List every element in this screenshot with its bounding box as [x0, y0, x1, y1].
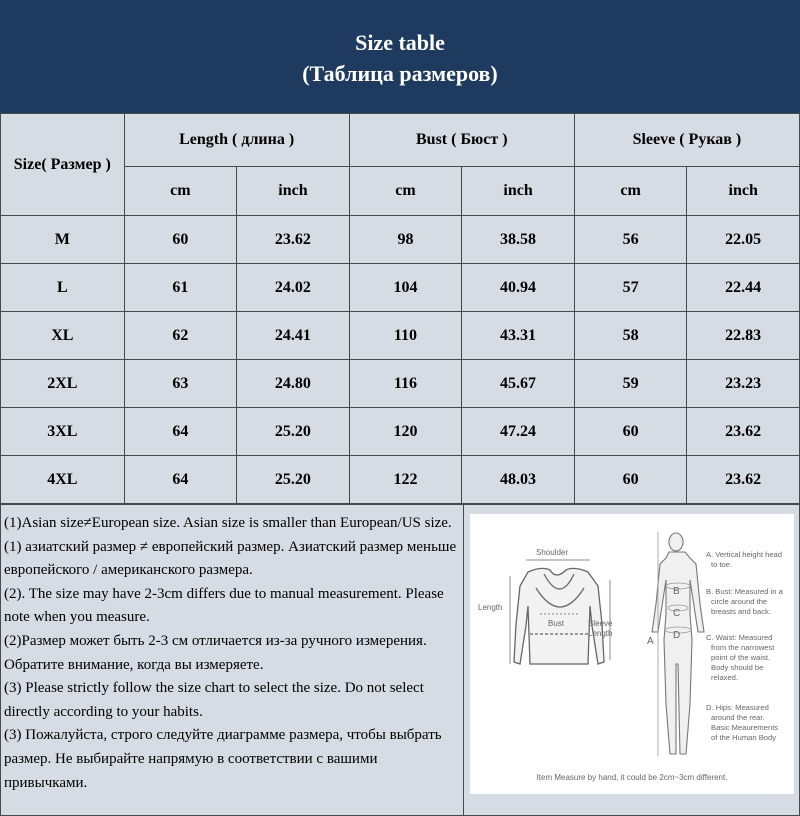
label-c-line: relaxed.	[711, 673, 739, 682]
length-group-header: Length ( длина )	[124, 114, 349, 167]
label-d-line: Basic Meaurements	[711, 723, 779, 732]
unit-header: cm	[349, 167, 462, 216]
body-silhouette	[652, 533, 704, 754]
table-cell: 63	[124, 360, 237, 408]
table-cell: 56	[574, 216, 687, 264]
table-cell: 60	[574, 408, 687, 456]
sleeve-group-header: Sleeve ( Рукав )	[574, 114, 799, 167]
unit-header: inch	[462, 167, 575, 216]
label-c-line: C. Waist: Measured	[706, 633, 773, 642]
note-paragraph: (1)Asian size≠European size. Asian size is smaller than European/US size.	[4, 515, 452, 531]
label-c-line: from the narrowest	[711, 643, 775, 652]
length-label: Length	[478, 603, 503, 612]
table-row	[1, 312, 800, 360]
table-cell: 25.20	[237, 408, 350, 456]
table-cell: 24.80	[237, 360, 350, 408]
measurement-figure-panel	[463, 504, 800, 816]
sleeve-label-line1: Sleeve	[588, 619, 613, 628]
label-c-line: Body should be	[711, 663, 764, 672]
label-b-line: B. Bust: Measured in a	[706, 587, 783, 596]
note-paragraph: (3) Please strictly follow the size chart to select the size. Do not select directly according to your habits.	[4, 680, 424, 720]
unit-header: inch	[687, 167, 800, 216]
size-notes	[0, 504, 463, 816]
label-a-line: to toe.	[711, 560, 733, 569]
label-b-line: breasts and back.	[711, 607, 771, 616]
letter-d: D	[673, 630, 681, 641]
page-subtitle: (Таблица размеров)	[302, 61, 498, 86]
table-cell: 98	[349, 216, 462, 264]
page-title: Size table	[355, 30, 445, 55]
table-cell: 24.02	[237, 264, 350, 312]
table-cell: 57	[574, 264, 687, 312]
note-paragraph: (3) Пожалуйста, строго следуйте диаграмме размера, чтобы выбрать размер. Не выбирайте напрямую в соответствии с вашими привычками.	[4, 727, 442, 791]
table-cell: 58	[574, 312, 687, 360]
label-d-line: D. Hips: Measured	[706, 703, 769, 712]
sleeve-label-line2: Length	[588, 629, 613, 638]
table-cell: 24.41	[237, 312, 350, 360]
header-banner	[0, 0, 800, 113]
table-cell: 43.31	[462, 312, 575, 360]
table-cell: 64	[124, 408, 237, 456]
size-cell: XL	[1, 312, 125, 360]
table-cell: 48.03	[462, 456, 575, 504]
table-cell: 22.44	[687, 264, 800, 312]
note-paragraph: (2). The size may have 2-3cm differs due to manual measurement. Please note when you measure.	[4, 585, 444, 626]
table-cell: 60	[574, 456, 687, 504]
table-cell: 61	[124, 264, 237, 312]
table-cell: 64	[124, 456, 237, 504]
label-b-line: circle around the	[711, 597, 768, 606]
table-cell: 104	[349, 264, 462, 312]
garment-sketch	[514, 568, 604, 664]
note-paragraph: (2)Размер может быть 2-3 см отличается из-за ручного измерения. Обратите внимание, когда вы измеряете.	[4, 632, 427, 673]
shoulder-label: Shoulder	[536, 548, 569, 557]
table-cell: 62	[124, 312, 237, 360]
table-cell: 116	[349, 360, 462, 408]
unit-header: inch	[237, 167, 350, 216]
bust-label: Bust	[548, 619, 565, 628]
table-row	[1, 456, 800, 504]
size-cell: 4XL	[1, 456, 125, 504]
table-cell: 120	[349, 408, 462, 456]
table-cell: 110	[349, 312, 462, 360]
table-cell: 60	[124, 216, 237, 264]
label-d-line: of the Human Body	[711, 733, 777, 742]
label-a-line: A. Vertical height head	[706, 550, 782, 559]
letter-b: B	[673, 586, 680, 597]
figure-footer-note: Item Measure by hand, it could be 2cm~3cm different.	[536, 773, 728, 782]
table-row	[1, 360, 800, 408]
table-cell: 23.23	[687, 360, 800, 408]
table-cell: 25.20	[237, 456, 350, 504]
size-cell: L	[1, 264, 125, 312]
letter-a: A	[647, 636, 654, 647]
table-cell: 23.62	[687, 456, 800, 504]
table-cell: 22.05	[687, 216, 800, 264]
table-cell: 23.62	[687, 408, 800, 456]
table-cell: 23.62	[237, 216, 350, 264]
size-cell: 2XL	[1, 360, 125, 408]
letter-c: C	[673, 608, 681, 619]
label-d-line: around the rear.	[711, 713, 765, 722]
unit-header: cm	[574, 167, 687, 216]
table-cell: 45.67	[462, 360, 575, 408]
table-cell: 122	[349, 456, 462, 504]
size-cell: M	[1, 216, 125, 264]
size-column-header: Size( Размер )	[1, 114, 125, 216]
size-cell: 3XL	[1, 408, 125, 456]
measurement-diagram	[470, 514, 794, 794]
table-cell: 40.94	[462, 264, 575, 312]
unit-header: cm	[124, 167, 237, 216]
note-paragraph: (1) азиатский размер ≠ европейский размер. Азиатский размер меньше европейского / американского размера.	[4, 538, 457, 579]
table-cell: 22.83	[687, 312, 800, 360]
bust-group-header: Bust ( Бюст )	[349, 114, 574, 167]
table-row	[1, 264, 800, 312]
table-row	[1, 216, 800, 264]
table-cell: 59	[574, 360, 687, 408]
table-cell: 38.58	[462, 216, 575, 264]
size-table	[0, 113, 800, 504]
table-cell: 47.24	[462, 408, 575, 456]
label-c-line: point of the waist.	[711, 653, 771, 662]
table-row	[1, 408, 800, 456]
